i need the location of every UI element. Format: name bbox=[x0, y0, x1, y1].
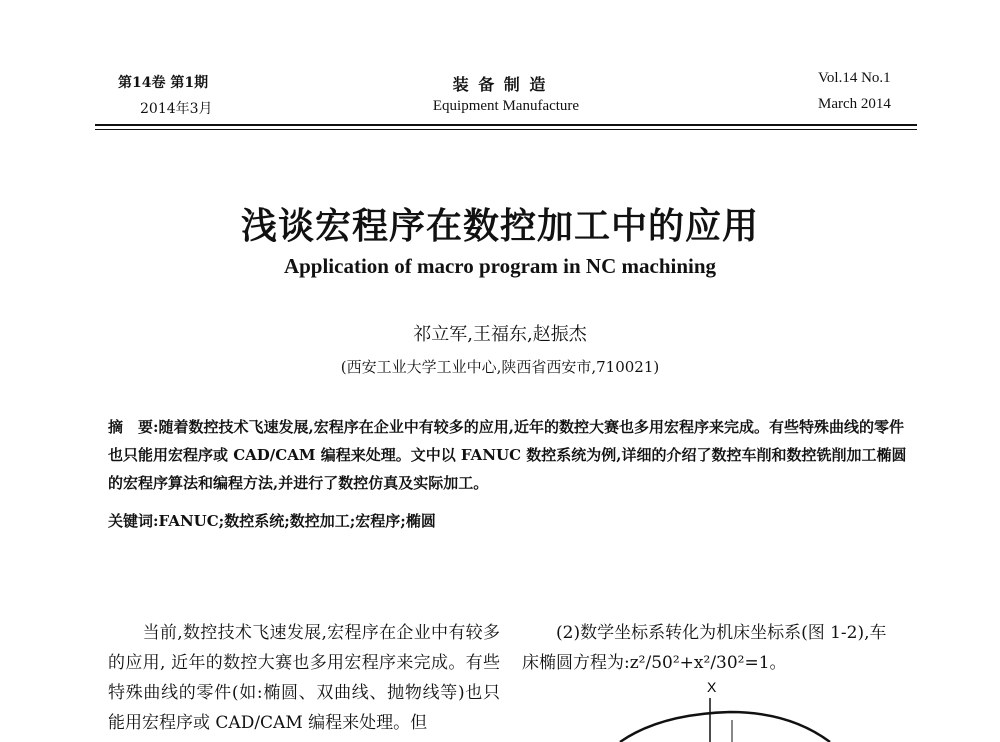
affiliation: (西安工业大学工业中心,陕西省西安市,710021) bbox=[340, 358, 660, 376]
header-rule-bottom bbox=[95, 129, 917, 130]
figure-ellipse-arc bbox=[620, 712, 830, 742]
body-right-line-1: (2)数学坐标系转化为机床坐标系(图 1-2),车 bbox=[522, 623, 887, 643]
body-column-left: 当前,数控技术飞速发展,宏程序在企业中有较多的应用, 近年的数控大赛也多用宏程序来完成。有些特殊曲线的零件(如:椭圆、双曲线、抛物线等)也只能用宏程序或 CAD/CAM 编程来处理。但 bbox=[108, 623, 500, 733]
abstract bbox=[108, 413, 908, 497]
abstract-label: 摘 要: bbox=[108, 418, 159, 436]
date-en: March 2014 bbox=[818, 96, 891, 112]
volume-issue-en: Vol.14 No.1 bbox=[818, 70, 891, 86]
body-right-line-2: 床椭圆方程为:z²/50²+x²/30²=1。 bbox=[522, 653, 787, 673]
journal-name-en: Equipment Manufacture bbox=[432, 98, 580, 114]
volume-issue-cn: 第14卷 第1期 bbox=[118, 75, 209, 91]
keywords bbox=[108, 510, 436, 531]
date-cn: 2014年3月 bbox=[140, 101, 213, 117]
header-rule-top bbox=[95, 124, 917, 126]
body-column-right bbox=[522, 618, 914, 678]
title-en: Application of macro program in NC machining bbox=[283, 254, 717, 278]
keywords-text: FANUC;数控系统;数控加工;宏程序;椭圆 bbox=[158, 512, 436, 530]
keywords-label: 关键词: bbox=[108, 512, 159, 530]
figure-axis-label: X bbox=[707, 679, 717, 695]
figure-ellipse bbox=[600, 676, 840, 742]
title-cn: 浅谈宏程序在数控加工中的应用 bbox=[240, 206, 759, 247]
authors: 祁立军,王福东,赵振杰 bbox=[413, 324, 587, 345]
journal-name-cn: 装 备 制 造 bbox=[452, 75, 548, 94]
abstract-text: 随着数控技术飞速发展,宏程序在企业中有较多的应用,近年的数控大赛也多用宏程序来完成。有些特殊曲线的零件也只能用宏程序或 CAD/CAM 编程来处理。文中以 FANUC 数控系统为例,详细的介绍了数控车削和数控铣削加工椭圆的宏程序算法和编程方法,并进行了数控仿真及实际加工。 bbox=[108, 418, 907, 492]
